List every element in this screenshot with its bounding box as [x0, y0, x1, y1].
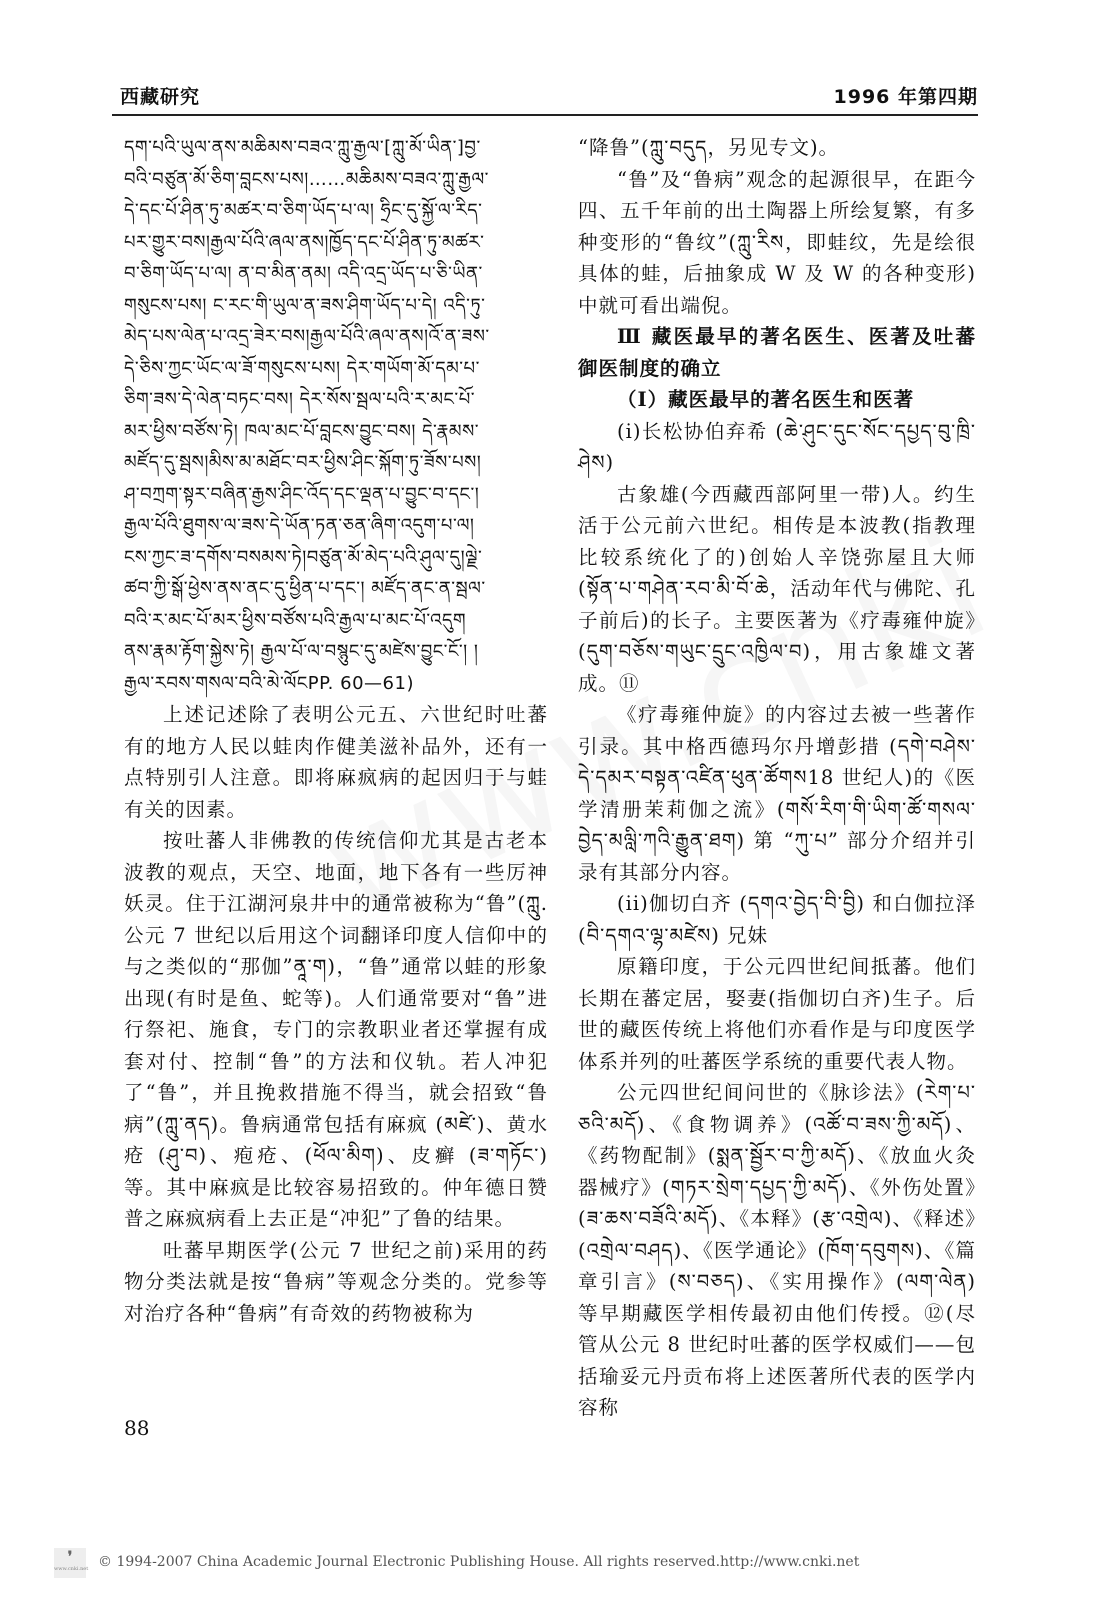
footer [54, 1548, 894, 1578]
cnki-logo[interactable] [54, 1548, 89, 1578]
tibetan-line: པར་གྱུར་བས།རྒྱལ་པོའི་ཞལ་ནས།ཁྱོད་དང་པོ་ཤིན་ཏུ་མཚར་ [124, 231, 485, 253]
tibetan-line: བའི་བཙུན་མོ་ཅིག་བླངས་པས།……མཆིམས་བཟའ་ཀླུ་རྒྱལ་ [124, 168, 489, 190]
header-rule [112, 114, 978, 116]
tibetan-line: ཤ་བཀྲག་སྟར་བཞིན་རྒྱས་ཤིང་འོད་དང་ལྡན་པ་བྱུང་བ་དང་། [124, 483, 480, 505]
cnki-link[interactable]: http://www.cnki.net [720, 1554, 860, 1570]
cnki-logo-text: www.cnki.net [54, 1566, 89, 1572]
tibetan-line: ནས་རྣམ་རྟོག་སྐྱེས་ཏེ། རྒྱལ་པོ་ལ་བསྙུང་དུ་མཛེས་བྱུང་ངོ་། ། [124, 641, 479, 662]
journal-title: 西藏研究 [120, 86, 201, 108]
tibetan-line: དག་པའི་ཡུལ་ནས་མཆིམས་བཟའ་ཀླུ་རྒྱལ་[ཀླུ་མོ་ཡིན་]བྱ་ [124, 137, 481, 158]
right-column [578, 132, 976, 1424]
body-paragraph: 按吐蕃人非佛教的传统信仰尤其是古老本波教的观点，天空、地面，地下各有一些厉神妖灵。住于江湖河泉井中的通常被称为“鲁”(ཀླུ.公元 7 世纪以后用这个词翻译印度人信仰中的与之类似的“那伽”ནཱ་ག)，“鲁”通常以蛙的形象出现(有时是鱼、蛇等)。人们通常要对“鲁”进行祭祀、施食，专门的宗教职业者还掌握有成套对付、控制“鲁”的方法和仪轨。若人冲犯了“鲁”，并且挽救措施不得当，就会招致“鲁病”(ཀླུ་ནད)。鲁病通常包括有麻疯 (མཛེ་)、黄水疮 (ཤུ་བ)、疱疮、(ཕོལ་མིག)、皮癣 (ཟ་གཏོང་) 等。其中麻疯是比较容易招致的。仲年德日赞普之麻疯病看上去正是“冲犯”了鲁的结果。 [124, 829, 548, 1230]
citation-title: རྒྱལ་རབས་གསལ་བའི་མེ་ལོང [124, 672, 308, 694]
body-paragraph: 公元四世纪间问世的《脉诊法》(རེག་པ་ཅའི་མདོ)、《食物调养》(འཚོ་བ་ཟས་ཀྱི་མདོ)、《药物配制》(སྨན་སྦྱོར་བ་ཀྱི་མདོ)、《放血火灸器械疗》(གཏར་སྲེག་དཔྱད་ཀྱི་མདོ)、《外伤处置》(ཟ་ཆས་བཟོའི་མདོ)、《本释》(རྩ་འགྲེལ)、《释述》(འགྲེལ་བཤད)、《医学通论》(ཁོག་དབུགས)、《篇章引言》(ས་བཅད)、《实用操作》(ལག་ལེན) 等早期藏医学相传最初由他们传授。⑫(尽管从公元 8 世纪时吐蕃的医学权威们——包括瑜妥元丹贡布将上述医著所代表的医学内容称 [578, 1081, 976, 1419]
tibetan-line: ཅིག་ཟས་དེ་ལེན་བཏང་བས། དེར་སོས་སྦལ་པའི་ར་མང་པོ་ [124, 389, 476, 410]
cnki-logo-icon: ❜ [67, 1549, 73, 1565]
body-paragraph: “降鲁”(ཀླུ་བདུད，另见专文)。 [578, 136, 840, 159]
tibetan-line: དེ་དང་པོ་ཤིན་ཏུ་མཚར་བ་ཅིག་ཡོད་པ་ལ། ཧྲིང་དུ་སྐྱོ་ལ་རིད་ [124, 200, 483, 221]
tibetan-line: མཛོད་དུ་སྦས།མིས་མ་མཐོང་བར་ཕྱིས་ཤིང་སྐོག་ཏུ་ཟོས་པས། [124, 452, 482, 473]
tibetan-line: མེད་པས་ལེན་པ་འདྲ་ཟེར་བས།རྒྱལ་པོའི་ཞལ་ནས།འོ་ན་ཟས་ [124, 326, 490, 347]
body-paragraph: 原籍印度，于公元四世纪间抵蕃。他们长期在蕃定居，娶妻(指伽切白齐)生子。后世的藏医传统上将他们亦看作是与印度医学体系并列的吐蕃医学系统的重要代表人物。 [578, 955, 976, 1073]
tibetan-line: རྒྱལ་པོའི་ཐུགས་ལ་ཟས་དེ་ཡོན་ཏན་ཅན་ཞིག་འདུག་པ་ལ། [124, 515, 475, 536]
tibetan-line: གསུངས་པས། ང་རང་གི་ཡུལ་ན་ཟས་ཤིག་ཡོད་པ་དེ། འདི་ཏུ་ [124, 294, 486, 316]
tibetan-line: ཚབ་ཀྱི་སྒོ་ཕྱེས་ནས་ནང་དུ་ཕྱིན་པ་དང་། མཛོད་ནང་ན་སྦལ་ [124, 578, 486, 599]
person-heading: (ii)伽切白齐 (དགའ་བྱེད་བི་བྱི) 和白伽拉泽 (བི་དགའ་ལྷ་མཛེས) 兄妹 [578, 892, 976, 947]
tibetan-line: བའི་ར་མང་པོ་མར་ཕྱིས་བཙོས་པའི་རྒྱལ་པ་མང་པོ་འདུག [124, 609, 467, 631]
body-paragraph: 上述记述除了表明公元五、六世纪时吐蕃有的地方人民以蛙肉作健美滋补品外，还有一点特别引人注意。即将麻疯病的起因归于与蛙有关的因素。 [124, 703, 548, 821]
page-number: 88 [124, 1416, 150, 1440]
tibetan-line: ངས་ཀྱང་ཟ་དགོས་བསམས་ཏེ།བཙུན་མོ་མེད་པའི་ཤུལ་དུ།ལྗེ་ [124, 546, 483, 568]
body-paragraph: 古象雄(今西藏西部阿里一带)人。约生活于公元前六世纪。相传是本波教(指教理比较系统化了的)创始人辛饶弥屋且大师 (སྟོན་པ་གཤེན་རབ་མི་བོ་ཆེ，活动年代与佛陀、孔子前后)的长子。主要医著为《疗毒雍仲旋》(དུག་བཅོས་གཡུང་དྲུང་འཁྱིལ་བ)，用古象雄文著成。⑪ [578, 482, 976, 695]
tibetan-line: དེ་ཅིས་ཀྱང་ཡོང་ལ་ཟོ་གསུངས་པས། དེར་གཡོག་མོ་དམ་པ་ [124, 357, 480, 379]
subsection-heading: （Ⅰ）藏医最早的著名医生和医著 [617, 388, 915, 411]
tibetan-line: བ་ཅིག་ཡོད་པ་ལ། ན་བ་མིན་ནམ། འདི་འདྲ་ཡོད་པ་ཅི་ཡིན་ [124, 263, 483, 284]
copyright-notice: © 1994-2007 China Academic Journal Electronic Publishing House. All rights reserved. [98, 1554, 721, 1570]
tibetan-quote [124, 132, 548, 699]
body-paragraph: “鲁”及“鲁病”观念的起源很早，在距今四、五千年前的出土陶器上所绘复繁，有多种变形的“鲁纹”(ཀླུ་རིས，即蛙纹，先是绘很具体的蛙，后抽象成 W 及 W 的各种变形)中就可看出端倪。 [578, 167, 976, 317]
body-paragraph: 吐蕃早期医学(公元 7 世纪之前)采用的药物分类法就是按“鲁病”等观念分类的。党参等对治疗各种“鲁病”有奇效的药物被称为 [124, 1238, 548, 1325]
section-heading: Ⅲ 藏医最早的著名医生、医著及吐蕃御医制度的确立 [578, 325, 976, 380]
left-column [124, 132, 548, 1329]
person-heading: (i)长松协伯弃希 (ཆེ་ཤུང་དུང་སོང་དཔྱད་བུ་ཁྲི་ཤེས) [578, 419, 976, 474]
citation-pages: PP. 60—61) [307, 672, 414, 694]
running-header [112, 80, 978, 108]
body-paragraph: 《疗毒雍仲旋》的内容过去被一些著作引录。其中格西德玛尔丹增彭措 (དགེ་བཤེས་དེ་དམར་བསྟན་འཛིན་ཕུན་ཚོགས18 世纪人)的《医学清册茉莉伽之流》(གསོ་རིག་གི་ཡིག་ཚོ་གསལ་བྱེད་མལླི་ཀའི་རྒྱུན་ཐག) 第 “ཀུ་པ” 部分介绍并引录有其部分内容。 [578, 703, 976, 884]
issue-label: 1996 年第四期 [833, 86, 978, 108]
tibetan-line-citation [124, 668, 548, 700]
tibetan-line: མར་ཕྱིས་བཙོས་ཏེ། ཁལ་མང་པོ་བླངས་བྱུང་བས། དེ་རྣམས་ [124, 420, 479, 442]
